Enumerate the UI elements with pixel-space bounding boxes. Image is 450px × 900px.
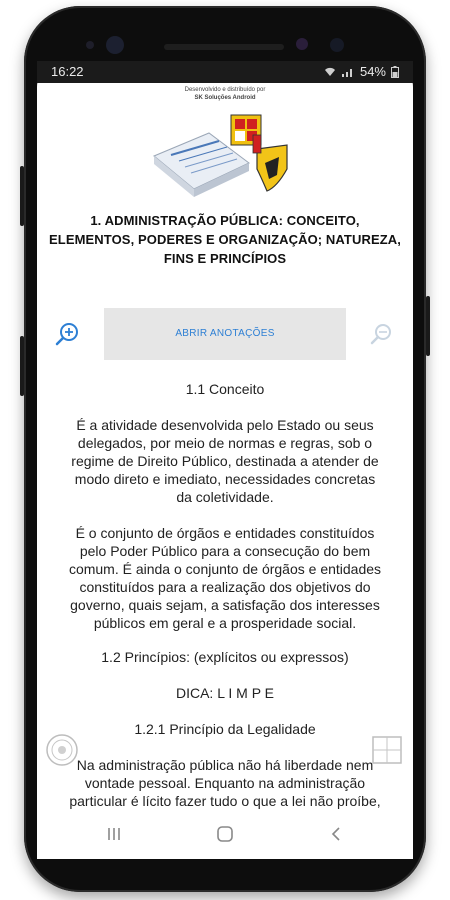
recent-apps-icon[interactable] bbox=[105, 825, 123, 843]
content-area[interactable] bbox=[37, 83, 413, 813]
back-icon[interactable] bbox=[328, 825, 346, 843]
zoom-in-icon[interactable] bbox=[54, 321, 80, 347]
paragraph-line: governo, quais sejam, a satisfação dos interesses bbox=[70, 597, 380, 613]
app-screen bbox=[37, 61, 413, 859]
signal-icon bbox=[341, 67, 355, 77]
chapter-body bbox=[51, 380, 399, 828]
crest-watermark-icon bbox=[371, 735, 403, 765]
iris-scanner-icon bbox=[296, 38, 308, 50]
proximity-sensor-icon bbox=[86, 41, 94, 49]
paragraph-line: É a atividade desenvolvida pelo Estado ou seus bbox=[76, 417, 374, 433]
chapter-title bbox=[37, 211, 413, 268]
zoom-out-icon[interactable] bbox=[369, 322, 393, 346]
earpiece-speaker bbox=[164, 44, 284, 50]
paragraph-line: da coletividade. bbox=[176, 489, 274, 505]
credit-line-2: SK Soluções Android bbox=[194, 95, 256, 101]
paragraph-line: constituídos para a realização dos objetivos do bbox=[79, 579, 371, 595]
home-icon[interactable] bbox=[216, 825, 234, 843]
seal-watermark-icon bbox=[45, 733, 79, 767]
paragraph-line: particular é lícito fazer tudo o que a lei não proíbe, bbox=[69, 793, 381, 809]
paragraph-line: regime de Direito Público, destinada a atender de bbox=[71, 453, 379, 469]
status-time: 16:22 bbox=[51, 64, 84, 79]
paragraph-line: Na administração pública não há liberdade nem bbox=[76, 757, 374, 773]
iris-camera-icon bbox=[330, 38, 344, 52]
paragraph-line: delegados, por meio de normas e regras, sob o bbox=[77, 435, 373, 451]
volume-button bbox=[20, 166, 24, 226]
credit-line-1: Desenvolvido e distribuído por bbox=[184, 87, 266, 93]
power-button bbox=[426, 296, 430, 356]
status-bar bbox=[37, 61, 413, 83]
paragraph-line: públicos em geral e a prosperidade social. bbox=[93, 615, 357, 631]
app-logo bbox=[149, 111, 299, 199]
paragraph-line: vontade pessoal. Enquanto na administração bbox=[84, 775, 366, 791]
dica-text: DICA: L I M P E bbox=[175, 685, 275, 701]
battery-percent: 54% bbox=[359, 64, 386, 79]
section-heading-principios: 1.2 Princípios: (explícitos ou expressos) bbox=[101, 649, 349, 665]
paragraph-line: É o conjunto de órgãos e entidades constituídos bbox=[75, 525, 375, 541]
chapter-title-line-1: 1. ADMINISTRAÇÃO PÚBLICA: CONCEITO, bbox=[90, 213, 360, 228]
open-annotations-button[interactable]: ABRIR ANOTAÇÕES bbox=[104, 308, 346, 360]
battery-icon bbox=[391, 66, 399, 78]
status-icons bbox=[324, 64, 399, 79]
section-heading-conceito: 1.1 Conceito bbox=[185, 381, 265, 397]
annotations-row bbox=[37, 308, 413, 360]
chapter-title-line-3: FINS E PRINCÍPIOS bbox=[163, 251, 287, 266]
android-nav-bar bbox=[37, 813, 413, 859]
paragraph-line: modo direto e imediato, necessidades concretas bbox=[74, 471, 376, 487]
paragraph-line: pelo Poder Público para a consecução do bem bbox=[79, 543, 371, 559]
paragraph-line: comum. É ainda o conjunto de órgãos e entidades bbox=[68, 561, 382, 577]
section-heading-legalidade: 1.2.1 Princípio da Legalidade bbox=[134, 721, 316, 737]
wifi-icon bbox=[324, 67, 336, 77]
credit-text bbox=[37, 83, 413, 102]
chapter-title-line-2: ELEMENTOS, PODERES E ORGANIZAÇÃO; NATUREZA, bbox=[49, 232, 401, 247]
front-camera-icon bbox=[106, 36, 124, 54]
bixby-button bbox=[20, 336, 24, 396]
